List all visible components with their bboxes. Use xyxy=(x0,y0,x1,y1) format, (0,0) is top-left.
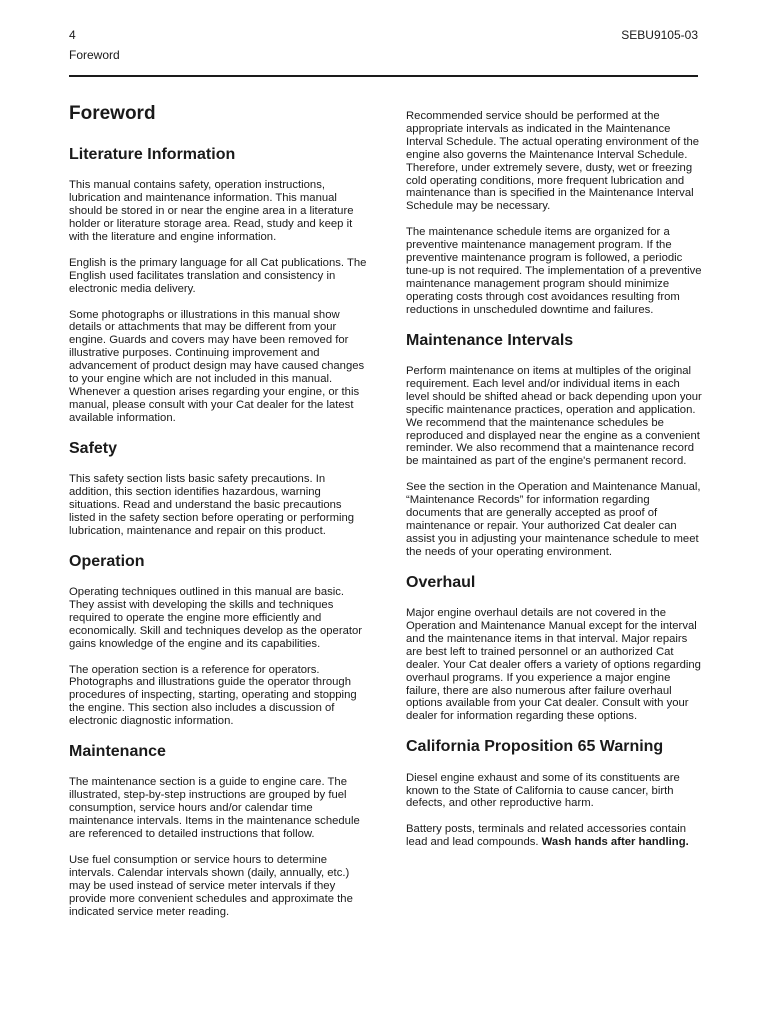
paragraph: Use fuel consumption or service hours to determine intervals. Calendar intervals shown (daily, annually, etc.) may be used instead of service meter intervals if they provide more convenient schedules and approximate the indicated service meter reading. xyxy=(69,853,353,918)
heading-maintenance-intervals: Maintenance Intervals xyxy=(406,331,574,349)
paragraph: This manual contains safety, operation instructions, lubrication and maintenance information. This manual should be stored in or near the engine area in a literature holder or literature storage area. Read, study and keep it with the literature and engine information. xyxy=(69,179,354,243)
heading-operation: Operation xyxy=(69,552,145,570)
heading-maintenance: Maintenance xyxy=(69,743,166,761)
heading-literature-information: Literature Information xyxy=(69,145,236,163)
paragraph: Perform maintenance on items at multiples of the original requirement. Each level and/or individual items in each level should be shifted ahead or back depending upon your specific maintenance practices, operation and application. We recommend that the maintenance schedules be reproduced and displayed near the engine as a convenient reminder. We also recommend that a maintenance record be maintained as part of the engine's permanent record. xyxy=(406,364,702,468)
header-rule xyxy=(69,75,698,77)
warning-emphasis: Wash hands after handling. xyxy=(541,836,689,849)
page-number: 4 xyxy=(69,28,76,42)
page-title: Foreword xyxy=(69,103,156,124)
paragraph: Diesel engine exhaust and some of its constituents are known to the State of California to cause cancer, birth defects, and other reproductive harm. xyxy=(406,771,680,810)
paragraph: Some photographs or illustrations in this manual show details or attachments that may be different from your engine. Guards and covers may have been removed for illustrative purposes. Continuing improvement and advancement of product design may have caused changes to your engine which are not included in this manual. Whenever a question arises regarding your engine, or this manual, please consult with your Cat dealer for the latest available information. xyxy=(69,308,365,424)
document-code: SEBU9105-03 xyxy=(621,28,698,42)
paragraph: Recommended service should be performed at the appropriate intervals as indicated in the Maintenance Interval Schedule. The actual operating environment of the engine also governs the Maintenance Interval Schedule. Therefore, under extremely severe, dusty, wet or freezing cold operating conditions, more frequent lubrication and maintenance than is specified in the Maintenance Interval Schedule may be necessary. xyxy=(406,110,700,213)
paragraph: The maintenance schedule items are organized for a preventive maintenance management program. If the preventive maintenance program is followed, a periodic tune-up is not required. The implementation of a preventive maintenance management program should minimize operating costs through cost avoidances resulting from reductions in unscheduled downtime and failures. xyxy=(406,226,702,316)
heading-safety: Safety xyxy=(69,439,118,457)
paragraph: Major engine overhaul details are not covered in the Operation and Maintenance Manual except for the interval and the maintenance items in that interval. Major repairs are best left to trained personnel or an authorized Cat dealer. Your Cat dealer offers a variety of options regarding overhaul programs. If you experience a major engine failure, there are also numerous after failure overhaul options available from your Cat dealer. Consult with your dealer for information regarding these options. xyxy=(406,607,701,723)
heading-overhaul: Overhaul xyxy=(406,573,476,591)
paragraph: English is the primary language for all Cat publications. The English used facilitates translation and consistency in electronic media delivery. xyxy=(69,256,367,295)
paragraph: Operating techniques outlined in this manual are basic. They assist with developing the skills and techniques required to operate the engine more efficiently and economically. Skill and techniques develop as the operator gains knowledge of the engine and its capabilities. xyxy=(69,586,363,650)
paragraph: The operation section is a reference for operators. Photographs and illustrations guide the operator through procedures of inspecting, starting, operating and stopping the engine. This section also includes a discussion of electronic diagnostic information. xyxy=(69,663,357,728)
paragraph: The maintenance section is a guide to engine care. The illustrated, step-by-step instructions are grouped by fuel consumption, service hours and/or calendar time maintenance intervals. Items in the maintenance schedule are referenced to detailed instructions that follow. xyxy=(69,776,360,841)
heading-california-proposition-65: California Proposition 65 Warning xyxy=(406,738,664,756)
left-column xyxy=(69,104,367,932)
paragraph: This safety section lists basic safety precautions. In addition, this section identifies hazardous, warning situations. Read and understand the basic precautions listed in the safety section before operating or performing lubrication, maintenance and repair on this product. xyxy=(69,473,355,537)
paragraph-text: Battery posts, terminals and related accessories contain lead and lead compounds. xyxy=(406,823,687,849)
paragraph: See the section in the Operation and Maintenance Manual, “Maintenance Records” for information regarding documents that are generally accepted as proof of maintenance or repair. Your authorized Cat dealer can assist you in adjusting your maintenance schedule to meet the needs of your operating environment. xyxy=(406,481,701,558)
right-column xyxy=(406,110,704,862)
header-section-name: Foreword xyxy=(69,48,120,62)
paragraph xyxy=(406,823,704,849)
